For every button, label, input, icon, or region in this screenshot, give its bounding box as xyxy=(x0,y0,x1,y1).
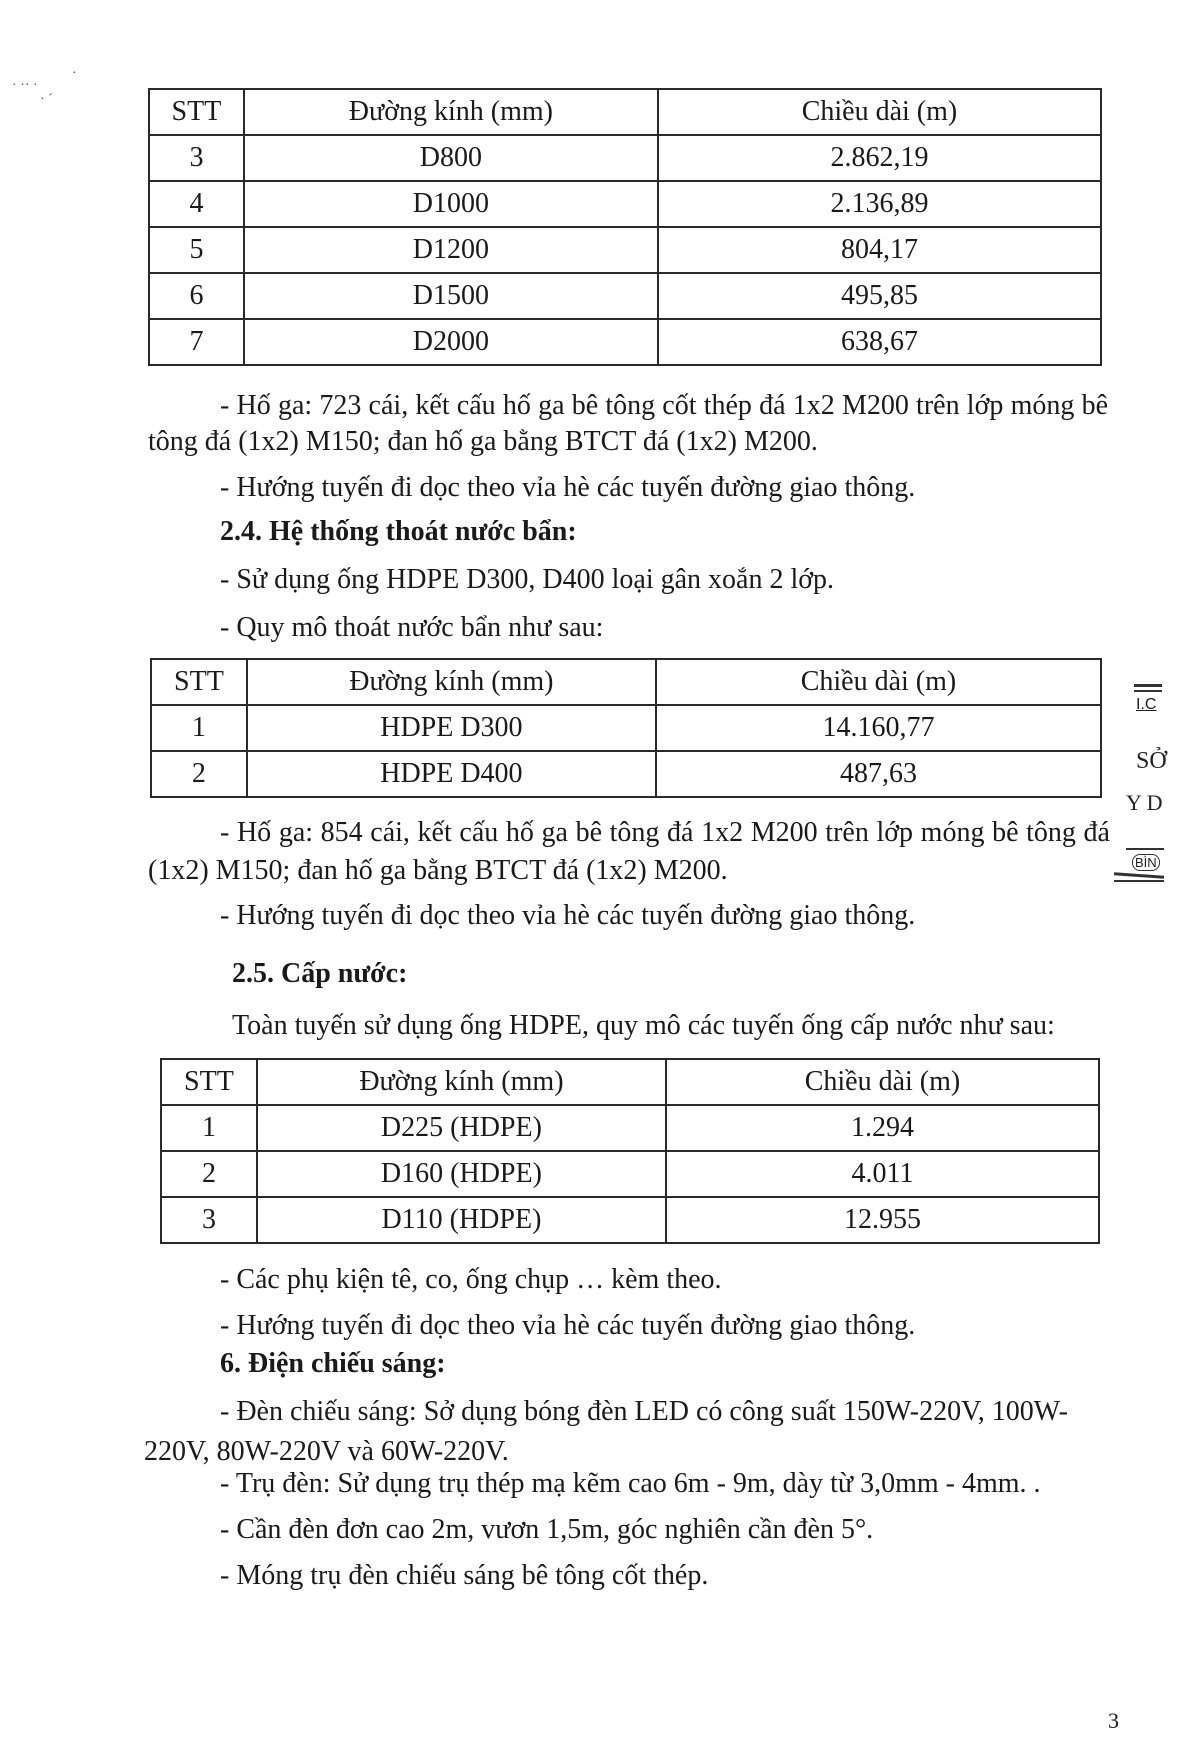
header-length: Chiều dài (m) xyxy=(658,89,1101,135)
lighting-arm-note: - Cần đèn đơn cao 2m, vươn 1,5m, góc nghiên cần đèn 5°. xyxy=(220,1514,874,1545)
stamp-text-2: SỞ xyxy=(1136,748,1167,774)
cell-length: 12.955 xyxy=(666,1197,1099,1243)
table-header-row xyxy=(149,89,1101,135)
storm-manhole-note: - Hố ga: 723 cái, kết cấu hố ga bê tông cốt thép đá 1x2 M200 trên lớp móng bê tông đá (1x2) M150; đan hố ga bằng BTCT đá (1x2) M200. xyxy=(148,390,1108,457)
cell-length: 1.294 xyxy=(666,1105,1099,1151)
wastewater-manhole-note: - Hố ga: 854 cái, kết cấu hố ga bê tông đá 1x2 M200 trên lớp móng bê tông đá (1x2) M150; đan hố ga bằng BTCT đá (1x2) M200. xyxy=(148,817,1110,886)
wastewater-route-note: - Hướng tuyến đi dọc theo vỉa hè các tuyến đường giao thông. xyxy=(220,900,916,931)
cell-stt: 2 xyxy=(151,751,247,797)
header-stt: STT xyxy=(149,89,244,135)
cell-diameter: D1500 xyxy=(244,273,658,319)
water-supply-heading: 2.5. Cấp nước: xyxy=(232,958,408,989)
cell-stt: 5 xyxy=(149,227,244,273)
table-header-row xyxy=(161,1059,1099,1105)
lighting-heading: 6. Điện chiếu sáng: xyxy=(220,1348,446,1379)
scan-speck: · xyxy=(72,66,77,81)
scan-speck: · ·· · xyxy=(12,78,38,93)
table-row xyxy=(149,227,1101,273)
cell-diameter: D800 xyxy=(244,135,658,181)
cell-diameter: D160 (HDPE) xyxy=(257,1151,666,1197)
page-number: 3 xyxy=(1108,1708,1119,1733)
lighting-poles-note: - Trụ đèn: Sử dụng trụ thép mạ kẽm cao 6m - 9m, dày từ 3,0mm - 4mm. . xyxy=(220,1468,1041,1499)
cell-diameter: HDPE D300 xyxy=(247,705,656,751)
stamp-text-3: Y D xyxy=(1126,790,1163,815)
header-diameter: Đường kính (mm) xyxy=(247,659,656,705)
stamp-text-4: BÌN xyxy=(1132,854,1160,871)
table-row xyxy=(151,705,1101,751)
table-row xyxy=(149,135,1101,181)
cell-stt: 1 xyxy=(161,1105,257,1151)
cell-stt: 3 xyxy=(149,135,244,181)
cell-length: 487,63 xyxy=(656,751,1101,797)
cell-length: 4.011 xyxy=(666,1151,1099,1197)
storm-drain-table xyxy=(148,88,1102,366)
table-row xyxy=(149,273,1101,319)
cell-stt: 1 xyxy=(151,705,247,751)
header-diameter: Đường kính (mm) xyxy=(257,1059,666,1105)
lighting-foundation-note: - Móng trụ đèn chiếu sáng bê tông cốt thép. xyxy=(220,1560,709,1591)
cell-length: 804,17 xyxy=(658,227,1101,273)
cell-stt: 3 xyxy=(161,1197,257,1243)
cell-stt: 6 xyxy=(149,273,244,319)
header-stt: STT xyxy=(161,1059,257,1105)
cell-length: 2.862,19 xyxy=(658,135,1101,181)
cell-diameter: D225 (HDPE) xyxy=(257,1105,666,1151)
water-supply-table xyxy=(160,1058,1100,1244)
water-supply-route-note: - Hướng tuyến đi dọc theo vỉa hè các tuyến đường giao thông. xyxy=(220,1310,916,1341)
wastewater-pipe-note: - Sử dụng ống HDPE D300, D400 loại gân xoắn 2 lớp. xyxy=(220,564,835,595)
table-row xyxy=(149,181,1101,227)
table-row xyxy=(161,1151,1099,1197)
table-row xyxy=(149,319,1101,365)
wastewater-table xyxy=(150,658,1102,798)
header-diameter: Đường kính (mm) xyxy=(244,89,658,135)
cell-diameter: HDPE D400 xyxy=(247,751,656,797)
cell-diameter: D2000 xyxy=(244,319,658,365)
cell-length: 495,85 xyxy=(658,273,1101,319)
cell-diameter: D110 (HDPE) xyxy=(257,1197,666,1243)
cell-stt: 2 xyxy=(161,1151,257,1197)
cell-diameter: D1200 xyxy=(244,227,658,273)
cell-stt: 4 xyxy=(149,181,244,227)
cell-diameter: D1000 xyxy=(244,181,658,227)
water-supply-intro: Toàn tuyến sử dụng ống HDPE, quy mô các tuyến ống cấp nước như sau: xyxy=(232,1010,1055,1041)
cell-length: 14.160,77 xyxy=(656,705,1101,751)
cell-stt: 7 xyxy=(149,319,244,365)
header-length: Chiều dài (m) xyxy=(666,1059,1099,1105)
lighting-lamps-note: - Đèn chiếu sáng: Sở dụng bóng đèn LED có công suất 150W-220V, 100W-220V, 80W-220V và 60W-220V. xyxy=(144,1396,1068,1467)
scan-speck: · ˊ xyxy=(40,92,53,107)
cell-length: 638,67 xyxy=(658,319,1101,365)
wastewater-intro: - Quy mô thoát nước bẩn như sau: xyxy=(220,612,604,643)
table-row xyxy=(161,1105,1099,1151)
table-row xyxy=(151,751,1101,797)
wastewater-heading: 2.4. Hệ thống thoát nước bẩn: xyxy=(220,516,577,547)
stamp-text-1: I.C xyxy=(1136,696,1157,713)
cell-length: 2.136,89 xyxy=(658,181,1101,227)
table-header-row xyxy=(151,659,1101,705)
table-row xyxy=(161,1197,1099,1243)
storm-route-note: - Hướng tuyến đi dọc theo vỉa hè các tuyến đường giao thông. xyxy=(220,472,916,503)
header-length: Chiều dài (m) xyxy=(656,659,1101,705)
header-stt: STT xyxy=(151,659,247,705)
water-supply-fittings-note: - Các phụ kiện tê, co, ống chụp … kèm theo. xyxy=(220,1264,722,1295)
